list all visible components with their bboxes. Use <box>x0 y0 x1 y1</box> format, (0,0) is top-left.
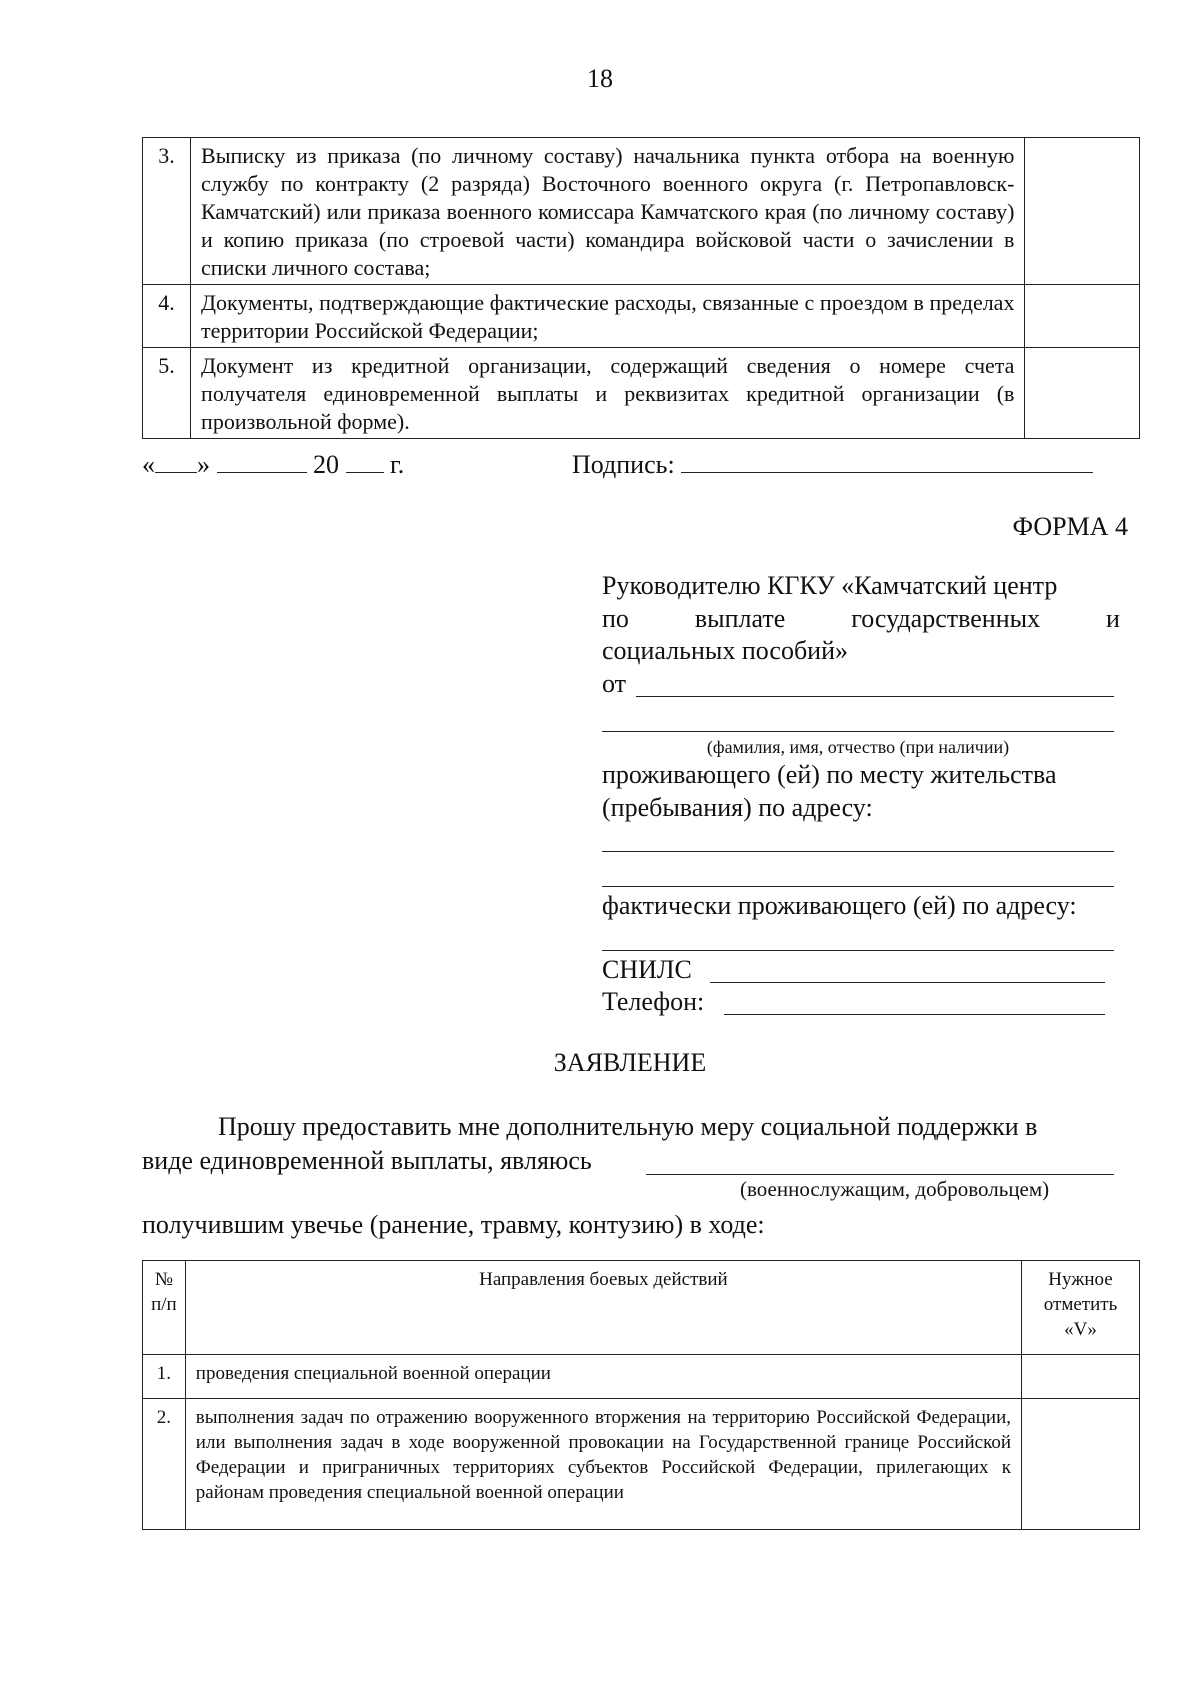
word: и <box>1106 604 1120 633</box>
phone-label: Телефон: <box>602 987 705 1016</box>
table-row <box>143 138 1140 285</box>
table-row <box>143 348 1140 439</box>
signature-line <box>572 450 1093 480</box>
row-mark-cell[interactable] <box>1022 1399 1140 1530</box>
header-num-line-2: п/п <box>151 1294 177 1315</box>
table-row <box>143 1355 1140 1399</box>
row-number: 5. <box>143 348 191 439</box>
year-prefix: 20 <box>313 450 339 479</box>
documents-table <box>142 137 1140 439</box>
row-text: Документ из кредитной организации, содержащий сведения о номере счета получателя единовременной выплаты и реквизитах кредитной организации (в произвольной форме). <box>191 348 1025 439</box>
form-title: ФОРМА 4 <box>1012 512 1128 541</box>
status-caption: (военнослужащим, добровольцем) <box>740 1177 1050 1201</box>
from-label: от <box>602 669 627 698</box>
signature-blank <box>681 450 1093 473</box>
row-mark-cell <box>1025 285 1140 348</box>
statement-line-2: виде единовременной выплаты, являюсь <box>142 1146 592 1175</box>
row-mark-cell <box>1025 138 1140 285</box>
open-quote: « <box>142 450 155 479</box>
row-text: Выписку из приказа (по личному составу) начальника пункта отбора на военную службу по контракту (2 разряда) Восточного военного округа (г. Петропавловск-Камчатский) или приказа военного комиссара Камчатского края (по личному составу) и копию приказа (по строевой части) командира войсковой части о зачислении в списки личного состава; <box>191 138 1025 285</box>
header-mark-line-3: «V» <box>1064 1319 1097 1340</box>
year-suffix: г. <box>390 450 405 479</box>
row-text: выполнения задач по отражению вооруженного вторжения на территорию Российской Федерации, или выполнения задач в ходе вооруженной провокации на Государственной границе Российской Федерации и приграничных территориях субъектов Российской Федерации, прилегающих к районам проведения специальной военной операции <box>185 1399 1021 1530</box>
from-name-line-2 <box>602 731 1114 732</box>
row-number: 1. <box>143 1355 186 1399</box>
phone-line <box>724 1014 1105 1015</box>
month-blank <box>217 450 307 473</box>
row-number: 3. <box>143 138 191 285</box>
snils-line <box>710 982 1105 983</box>
row-mark-cell <box>1025 348 1140 439</box>
table-header-row <box>143 1261 1140 1355</box>
row-number: 2. <box>143 1399 186 1530</box>
statement-heading: ЗАЯВЛЕНИЕ <box>553 1048 707 1077</box>
year-blank <box>346 450 384 473</box>
row-text: Документы, подтверждающие фактические расходы, связанные с проездом в пределах территории Российской Федерации; <box>191 285 1025 348</box>
residence-address-line-2 <box>602 886 1114 887</box>
actual-address-label: фактически проживающего (ей) по адресу: <box>602 891 1077 920</box>
word: по <box>602 604 629 633</box>
name-caption: (фамилия, имя, отчество (при наличии) <box>706 737 1010 757</box>
row-text: проведения специальной военной операции <box>185 1355 1021 1399</box>
addressee-line-1: Руководителю КГКУ «Камчатский центр <box>602 571 1058 600</box>
residence-label-1: проживающего (ей) по месту жительства <box>602 760 1057 789</box>
header-mark-line-2: отметить <box>1043 1294 1118 1315</box>
row-number: 4. <box>143 285 191 348</box>
word: выплате <box>694 604 786 633</box>
status-line <box>646 1174 1114 1175</box>
row-mark-cell[interactable] <box>1022 1355 1140 1399</box>
operations-table <box>142 1260 1140 1530</box>
actual-address-line <box>602 950 1114 951</box>
word: государственных <box>851 604 1041 633</box>
header-num-line-1: № <box>154 1269 173 1290</box>
header-direction: Направления боевых действий <box>185 1261 1021 1355</box>
header-num <box>143 1261 186 1355</box>
date-line <box>142 450 404 480</box>
day-blank <box>155 450 197 473</box>
residence-label-2: (пребывания) по адресу: <box>602 793 873 822</box>
close-quote: » <box>197 450 210 479</box>
statement-line-1: Прошу предоставить мне дополнительную меру социальной поддержки в <box>218 1112 1038 1141</box>
header-mark <box>1022 1261 1140 1355</box>
snils-label: СНИЛС <box>602 955 692 984</box>
residence-address-line-1 <box>602 851 1114 852</box>
table-row <box>143 285 1140 348</box>
page-number: 18 <box>587 64 613 93</box>
signature-label: Подпись: <box>572 450 675 479</box>
header-mark-line-1: Нужное <box>1048 1269 1113 1290</box>
addressee-line-3: социальных пособий» <box>602 636 849 665</box>
from-name-line <box>636 696 1114 697</box>
addressee-line-2 <box>602 603 1120 635</box>
table-row <box>143 1399 1140 1530</box>
statement-line-3: получившим увечье (ранение, травму, контузию) в ходе: <box>142 1210 765 1239</box>
